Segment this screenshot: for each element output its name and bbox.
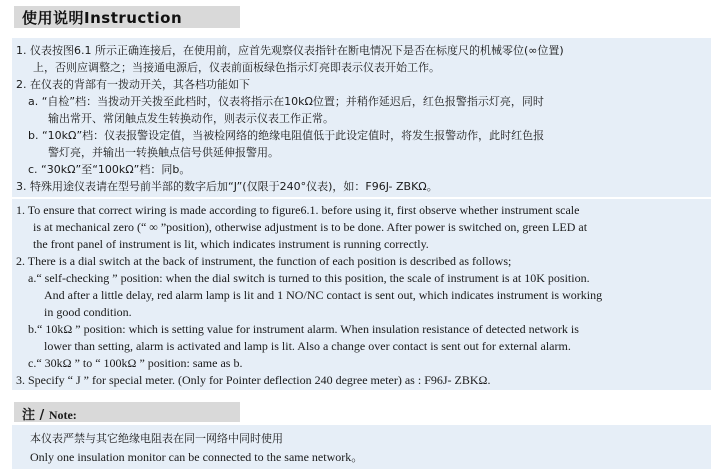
- cn-line-6: b. “10kΩ”档：仪表报警设定值，当被检网络的绝缘电阻值低于此设定值时，将发生报警动作，此时红色报: [28, 129, 545, 142]
- section-divider: [12, 197, 711, 199]
- en-line-11: 3. Specify “ J ” for special meter. (Only for Pointer deflection 240 degree meter) as : F96J- ZBKΩ.: [16, 373, 491, 387]
- note-title-en: Note:: [48, 408, 77, 422]
- cn-line-7: 警灯亮，并输出一转换触点信号供延伸报警用。: [48, 146, 279, 159]
- en-line-2: is at mechanical zero (“ ∞ ”position), otherwise adjustment is to be done. After power is switched on, green LED at: [33, 220, 588, 234]
- en-line-3: the front panel of instrument is lit, which indicates instrument is running correctly.: [33, 237, 429, 251]
- cn-line-9: 3. 特殊用途仪表请在型号前半部的数字后加“J”(仅限于240°仪表)，如：F96J- ZBKΩ。: [16, 180, 438, 193]
- note-title: [22, 404, 77, 423]
- en-line-9: lower than setting, alarm is activated and lamp is lit. Also a change over contact is sent out for external alarm.: [44, 339, 571, 353]
- en-line-4: 2. There is a dial switch at the back of instrument, the function of each position is described as follows;: [16, 254, 512, 268]
- cn-line-8: c. “30kΩ”至“100kΩ”档：同b。: [28, 163, 191, 176]
- cn-line-2: 上，否则应调整之；当接通电源后，仪表前面板绿色指示灯亮即表示仪表开始工作。: [33, 61, 440, 74]
- cn-line-5: 输出常开、常闭触点发生转换动作，则表示仪表工作正常。: [48, 112, 334, 125]
- en-line-8: b.“ 10kΩ ” position: which is setting value for instrument alarm. When insulation resistance of detected network is: [28, 322, 579, 336]
- cn-line-3: 2. 在仪表的背部有一拨动开关，其各档功能如下: [16, 78, 250, 91]
- en-line-6: And after a little delay, red alarm lamp is lit and 1 NO/NC contact is sent out, which indicates instrument is working: [44, 288, 603, 302]
- en-line-10: c.“ 30kΩ ” to “ 100kΩ ” position: same as b.: [28, 356, 243, 370]
- en-line-5: a.“ self-checking ” position: when the dial switch is turned to this position, the scale of instrument is at 10K position.: [28, 271, 590, 285]
- cn-line-4: a. “自检”档：当拨动开关拨至此档时，仪表将指示在10kΩ位置；并稍作延迟后，红色报警指示灯亮，同时: [28, 95, 544, 108]
- en-line-7: in good condition.: [44, 305, 132, 319]
- page-title: 使用说明Instruction: [22, 9, 183, 27]
- note-en: Only one insulation monitor can be connected to the same network。: [30, 450, 364, 464]
- en-line-1: 1. To ensure that correct wiring is made according to figure6.1. before using it, first observe whether instrument scale: [16, 203, 580, 217]
- cn-line-1: 1. 仪表按图6.1 所示正确连接后，在使用前，应首先观察仪表指针在断电情况下是否在标度尺的机械零位(∞位置): [16, 44, 564, 57]
- note-title-cn: 注 /: [22, 408, 49, 423]
- note-cn: 本仪表严禁与其它绝缘电阻表在同一网络中同时使用: [30, 432, 283, 445]
